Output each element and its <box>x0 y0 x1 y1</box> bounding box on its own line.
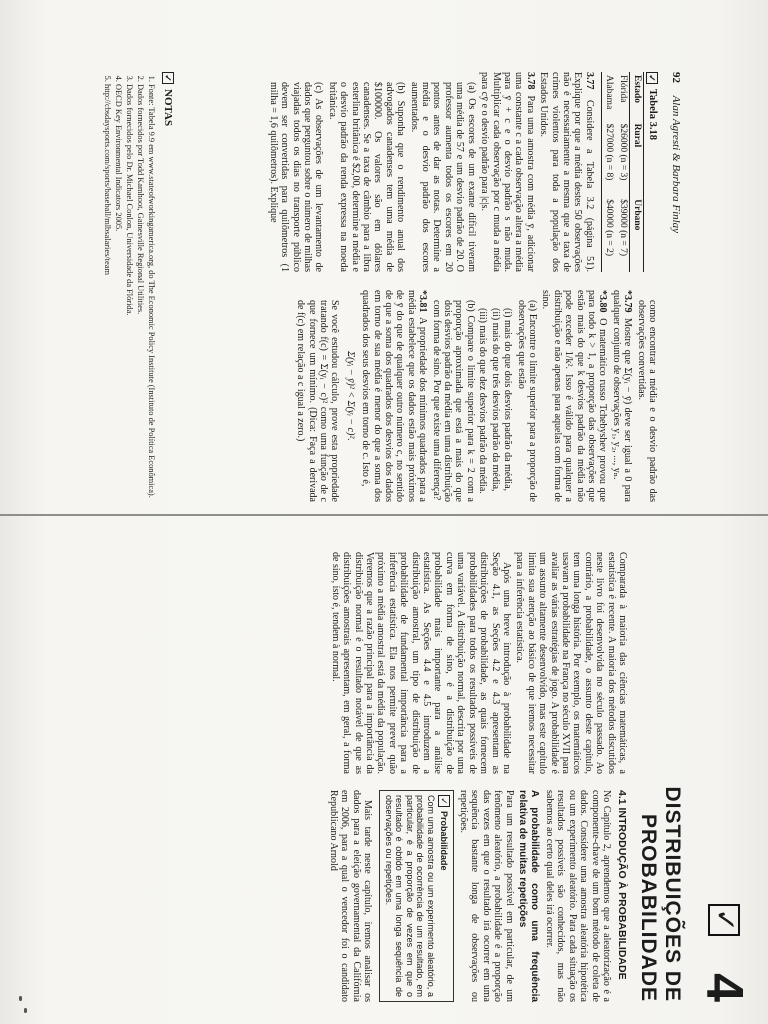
exercise-3-80-b: (b) Compare o limite superior para k = 2 com a proporção aproximada que está a mais do que dois desvios padrão da média em uma distribuição com forma de sino. Por que existe uma diferença? <box>430 300 476 502</box>
left-column-2 <box>293 290 658 502</box>
least-squares-formula: Σ(yᵢ − ȳ)² < Σ(yᵢ − c)². <box>344 351 356 441</box>
exercise-3-79: *3.79 Mostre que Σ(yᵢ − ȳ) deve ser igual a 0 para qualquer conjunto de observações y₁, y₂, ..., yₙ. <box>610 290 634 503</box>
section-heading: 4.1 INTRODUÇÃO À PROBABILIDADE <box>616 790 628 980</box>
page-number: 92 <box>670 72 682 83</box>
table-cell: $26000 (n = 3) <box>617 123 628 181</box>
data-table <box>601 72 644 272</box>
checkbox-icon: ✓ <box>162 72 174 84</box>
right-page <box>0 516 768 1024</box>
definition-box <box>379 790 454 1002</box>
table-cell: Flórida <box>617 75 628 103</box>
note-item: 3. Dados fornecidos pelo Dr. Michael Conlon, Universidade da Flórida. <box>124 84 134 502</box>
table-cell: Alabama <box>604 75 615 110</box>
table-header: Rural <box>632 123 642 148</box>
notes-list <box>101 72 156 502</box>
exercise-3-80: *3.80 O matemático russo Tchebyshev provou que para todo k > 1, a proporção das observações que estão mais do que k desvios padrão da média não pode exceder 1/k². Isso é válido para qualquer a distribuição e não apenas para aquelas com forma de sino. <box>540 290 609 502</box>
table-cell: $40000 (n = 2) <box>604 199 615 257</box>
exercise-3-78-c: (c) As observações de um levantamento de dados que perguntou sobre o número de milhas viajadas todos os dias no transporte público devem ser convertidas para quilômetros (1 milha = 1,6 quilômetros). Explique <box>267 82 325 272</box>
chapter-check-icon: ✓ <box>708 904 740 936</box>
notes-heading: ✓ NOTAS <box>162 72 174 126</box>
exercise-3-78-c-continued: como encontrar a média e o desvio padrão das observações convertidas. <box>635 300 658 502</box>
note-item: 2. Dados fornecidos por Todd Kamhoot, Gainesville Regional Utilities. <box>135 84 145 502</box>
after-box-text: Mais tarde neste capítulo, iremos analisar os dados para a eleição governamental da Califórnia em 2006, para a qual o vencedor foi o candidato Republicano Arnold <box>327 790 374 1002</box>
running-head <box>670 72 682 492</box>
section-text: No Capítulo 2, aprendemos que a aleatorização é a componente-chave de um bom método de coleta de dados. Considere uma amostra aleatória hipotética ou um experimento aleatório. Para cada situação os resultados possíveis são conhecidos, mas não sabemos ao certo qual deles irá ocorrer. <box>543 790 612 1002</box>
note-item: 5. http://cbsdaysports.com/sports/baseball/mlbsalaries/team <box>102 84 112 502</box>
table-cell: $27000 (n = 8) <box>604 123 615 181</box>
note-item: 1. Fonte: Tabela 9.9 em www.stateofworkingamerica.org, do The Economic Policy Institute (Instituto de Política Econômica). <box>146 84 156 502</box>
subsection-text: Para um resultado possível em particular, de um fenômeno aleatório, a probabilidade é a proporção das vezes em que o resultado irá ocorrer em uma sequência bastante longa de observações ou repetições. <box>457 790 515 1002</box>
exercise-3-80-a-ii: (ii) mais do que três desvios padrão da média, <box>489 308 501 492</box>
table-header-row <box>629 72 643 272</box>
definition-title: Probabilidade <box>438 811 449 871</box>
chapter-intro-2: Após uma breve introdução à probabilidade na Seção 4.1, as Seções 4.2 e 4.3 apresentam as distribuições de probabilidade, as quais fornecem probabilidades para todos os resultados possíveis de uma variável. A distribuição normal, descrita por uma curva em forma de sino, é a distribuição de probabilidade mais importante para a análise estatística. As Seções 4.4 e 4.5 introduzem a distribuição amostral, um tipo de distribuição de probabilidade de fundamental importância para a inferência estatística. Ela nos permite prever quão próximo a média amostral está da média da população. Veremos que a razão principal para a importância da distribuição normal é o resultado notável de que as distribuições amostrais apresentam, em geral, a forma de sino, isto é, tendem à normal. <box>329 552 512 774</box>
table-header: Estado <box>632 75 642 103</box>
exercise-3-80-a-iii: (iii) mais do que dez desvios padrão da média. <box>477 308 489 494</box>
table-row <box>615 72 629 272</box>
exercise-3-78-b: (b) Suponha que o rendimento anual dos advogados canadenses tem uma média de $100000. Os valores são em dólares canadenses. Se a taxa de câmbio para a libra esterlina britânica é $2,00, determine a média e o desvio padrão da renda expressa na moeda britânica. <box>326 82 407 272</box>
checkbox-icon: ✓ <box>646 72 658 84</box>
exercise-3-77: 3.77 Considere a Tabela 3.2 (página 51). Explique por que a média destes 50 observações não é necessariamente a mesma que a taxa de crimes violentos para toda a população dos Estados Unidos. <box>538 72 595 273</box>
chapter-number: 4 <box>695 973 753 1002</box>
right-column-2 <box>325 790 628 1002</box>
exercise-3-80-a-i: (i) mais do que dois desvios padrão da média, <box>502 308 514 492</box>
exercise-3-81: *3.81 A propriedade dos mínimos quadrados para a média estabelece que os dados estão mais próximos de ȳ do que de qualquer outro número c, no sentido de que a soma dos quadrados dos desvios dos dados em torno de sua média é menor do que a soma dos quadrados dos seus desvios em torno de c. Isto é, <box>360 290 429 502</box>
table-row <box>601 72 615 272</box>
table-3-18 <box>601 72 658 272</box>
left-column-1 <box>265 72 658 272</box>
exercise-3-78-a: (a) Os escores de um exame dificil tiveram uma média de 57 e um desvio padrão de 20. O professor aumenta todos os escores em 20 pontos antes de dar as notas. Determine a média e o desvio padrão dos escores aumentados. <box>408 82 477 272</box>
table-title: Tabela 3.18 <box>646 89 658 140</box>
exercise-3-81-continued: Se você estudou cálculo, prove esta propriedade tratando f(c) = Σ(yᵢ − c)² como uma função de c que fornece um mínimo. (Dica: Faça a derivada de f(c) em relação a c igual a zero.) <box>295 300 341 502</box>
definition-text: Com uma amostra ou um experimento aleatório, a probabilidade de ocorrência de um resultado, em particular, é a proporção de vezes em que o resultado é obtido em uma longa sequência de observações ou repetições. <box>383 795 436 997</box>
exercise-3-78: 3.78 Para uma amostra com média ȳ, adicionar uma constante c a cada observação altera a média para ȳ + c e o desvio padrão s não muda. Multiplicar cada observação por c muda a média para cȳ e o desvio padrão para |c|s. <box>479 72 536 273</box>
chapter-title: DISTRIBUIÇÕES DE PROBABILIDADE <box>637 786 684 1002</box>
table-cell: $39000 (n = 7) <box>617 199 628 257</box>
author-line: Alan Agresti & Barbara Finlay <box>670 95 682 234</box>
checkbox-icon: ✓ <box>438 795 450 807</box>
table-header: Urbano <box>632 199 642 231</box>
right-column-1 <box>327 552 628 774</box>
note-item: 4. OECD Key Environmental Indicators 2005. <box>113 84 123 502</box>
exercise-3-80-a: (a) Encontre o limite superior para a proporção de observações que estão <box>515 300 538 502</box>
chapter-intro: Comparada à maioria das ciências matemáticas, a estatística é recente. A maioria dos métodos discutidos neste livro foi desenvolvida no século passado. Ao contrário, a probabilidade, o assunto deste capítulo, tem uma longa história. Por exemplo, os matemáticos usavam a probabilidade na França no século XVII para avaliar as várias estratégias de jogo. A probabilidade é um assunto altamente desenvolvido, mas este capítulo limita sua atenção ao básico de que iremos necessitar para a inferência estatística. <box>514 552 628 774</box>
subsection-heading: A probabilidade como uma frequência relativa de muitas repetições <box>517 790 540 1002</box>
